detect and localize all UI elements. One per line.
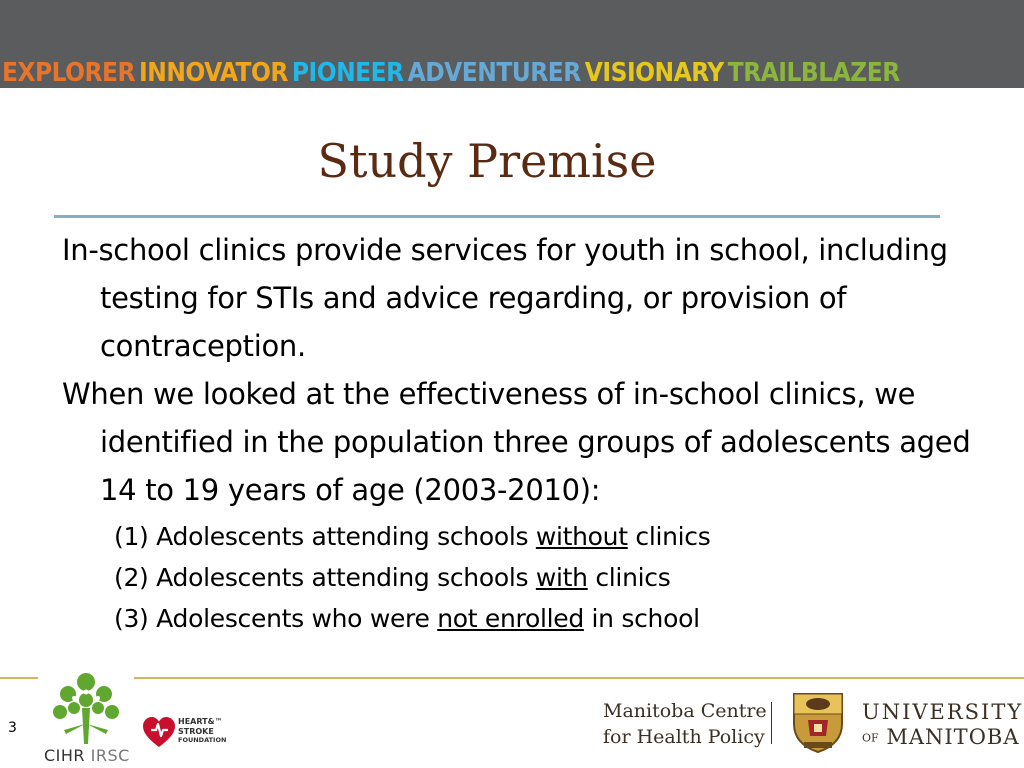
group-item — [114, 598, 992, 639]
footer-divider — [0, 677, 1024, 679]
cihr-logo — [38, 668, 134, 768]
banner-word-adventurer: ADVENTURER — [407, 58, 581, 88]
heart-icon — [142, 716, 176, 750]
page-number: 3 — [8, 720, 17, 736]
mchp-line-1: Manitoba Centre — [603, 700, 767, 722]
group-item — [114, 516, 992, 557]
heart-stroke-line: STROKE — [178, 726, 214, 736]
group-suffix: clinics — [587, 563, 671, 592]
title-divider — [54, 215, 940, 218]
paragraph-effectiveness: When we looked at the effectiveness of in-school clinics, we identified in the population three groups of adolescents aged 14 to 19 years of age (2003-2010): — [62, 377, 971, 507]
group-list — [62, 516, 992, 639]
group-suffix: clinics — [627, 522, 711, 551]
slide-body — [62, 226, 992, 639]
um-manitoba: MANITOBA — [886, 725, 1020, 749]
um-of: OF — [862, 731, 879, 745]
group-emphasis: without — [535, 522, 628, 551]
cihr-label: CIHR — [44, 746, 86, 765]
irsc-label: IRSC — [90, 746, 130, 765]
cihr-wordmark — [44, 746, 130, 765]
university-of-manitoba-logo — [862, 700, 1023, 752]
banner-word-visionary: VISIONARY — [584, 58, 724, 88]
banner-word-explorer: EXPLORER — [2, 58, 136, 88]
heart-stroke-line: FOUNDATION — [178, 736, 227, 744]
group-emphasis: not enrolled — [437, 604, 584, 633]
group-prefix: (3) Adolescents who were — [114, 604, 438, 633]
heart-stroke-logo — [142, 714, 252, 754]
banner-word-pioneer: PIONEER — [291, 58, 404, 88]
um-line-1: UNIVERSITY — [862, 700, 1024, 724]
paragraph-in-school-clinics: In-school clinics provide services for youth in school, including testing for STIs and advice regarding, or provision of contraception. — [62, 233, 948, 363]
group-prefix: (1) Adolescents attending schools — [114, 522, 536, 551]
logo-divider — [771, 702, 772, 744]
university-crest-icon — [790, 690, 846, 754]
banner-word-innovator: INNOVATOR — [139, 58, 288, 88]
group-item — [114, 557, 992, 598]
mchp-line-2: for Health Policy — [603, 726, 765, 748]
mchp-logo — [603, 698, 767, 750]
group-emphasis: with — [535, 563, 588, 592]
heart-stroke-line: HEART&™ — [178, 717, 223, 726]
cihr-leaf-icon — [38, 668, 134, 748]
slide-title: Study Premise — [317, 134, 657, 188]
group-prefix: (2) Adolescents attending schools — [114, 563, 536, 592]
banner-word-trailblazer: TRAILBLAZER — [727, 58, 900, 88]
heart-stroke-wordmark — [178, 717, 226, 746]
group-suffix: in school — [583, 604, 700, 633]
top-banner — [0, 0, 1024, 88]
banner-wordmark — [2, 56, 904, 90]
um-line-2 — [862, 724, 1023, 752]
